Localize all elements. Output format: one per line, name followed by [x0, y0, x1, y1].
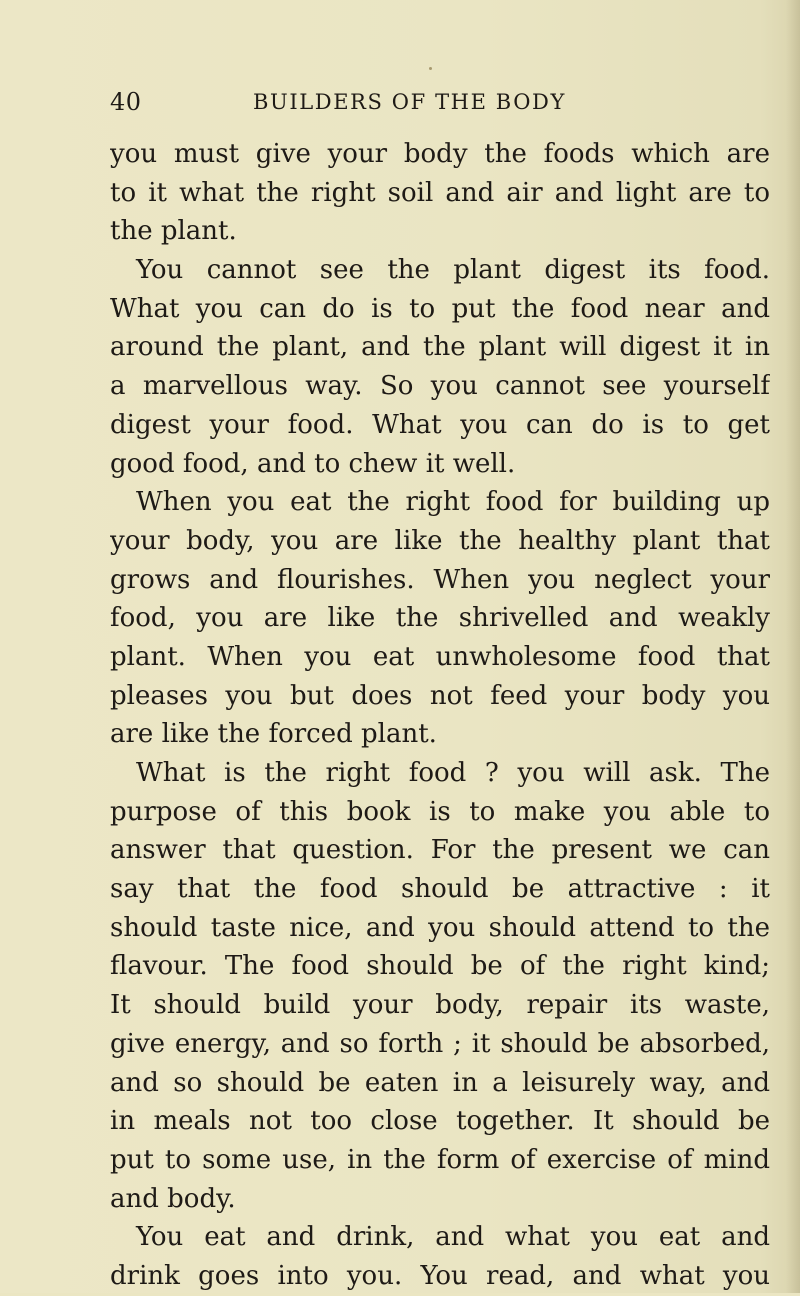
text-line: to it what the right soil and air and light are to — [110, 177, 770, 208]
text-line: pleases you but does not feed your body you — [110, 680, 770, 711]
text-line: say that the food should be attractive : it — [110, 874, 770, 905]
text-line: digest your food. What you can do is to get — [110, 409, 770, 440]
page-edge-shadow — [786, 0, 800, 1293]
body-text — [110, 135, 770, 1296]
text-line: When you eat the right food for building up — [136, 487, 770, 518]
text-line: and body. — [110, 1183, 236, 1214]
text-line: should taste nice, and you should attend to the — [110, 912, 770, 943]
text-line: purpose of this book is to make you able to — [110, 796, 770, 827]
text-line: around the plant, and the plant will digest it in — [110, 332, 770, 363]
text-line: good food, and to chew it well. — [110, 448, 516, 479]
text-line: food, you are like the shrivelled and weakly — [110, 603, 770, 634]
page-header — [110, 88, 770, 118]
text-line: in meals not too close together. It should be — [110, 1106, 770, 1137]
text-line: put to some use, in the form of exercise of mind — [110, 1144, 770, 1175]
text-line: drink goes into you. You read, and what you — [110, 1260, 770, 1291]
text-line: you must give your body the foods which are — [110, 139, 770, 169]
text-line: You cannot see the plant digest its food. — [136, 255, 770, 286]
running-head: BUILDERS OF THE BODY — [253, 90, 566, 114]
text-line: are like the forced plant. — [110, 719, 437, 750]
text-line: plant. When you eat unwholesome food that — [110, 641, 770, 672]
paper-speck — [429, 67, 432, 70]
text-line: What you can do is to put the food near and — [110, 293, 770, 324]
text-line: give energy, and so forth ; it should be absorbed, — [110, 1028, 770, 1059]
text-line: It should build your body, repair its waste, — [110, 990, 770, 1021]
text-line: flavour. The food should be of the right kind; — [110, 951, 770, 982]
text-line: the plant. — [110, 216, 237, 247]
text-line: grows and flourishes. When you neglect your — [110, 564, 770, 595]
text-line: a marvellous way. So you cannot see yourself — [110, 371, 770, 402]
text-line: answer that question. For the present we can — [110, 835, 770, 866]
page-number: 40 — [110, 88, 142, 116]
text-line: What is the right food ? you will ask. The — [136, 758, 770, 788]
text-line: and so should be eaten in a leisurely way, and — [110, 1067, 770, 1098]
text-line: You eat and drink, and what you eat and — [136, 1222, 770, 1253]
text-line: your body, you are like the healthy plant that — [110, 525, 770, 556]
